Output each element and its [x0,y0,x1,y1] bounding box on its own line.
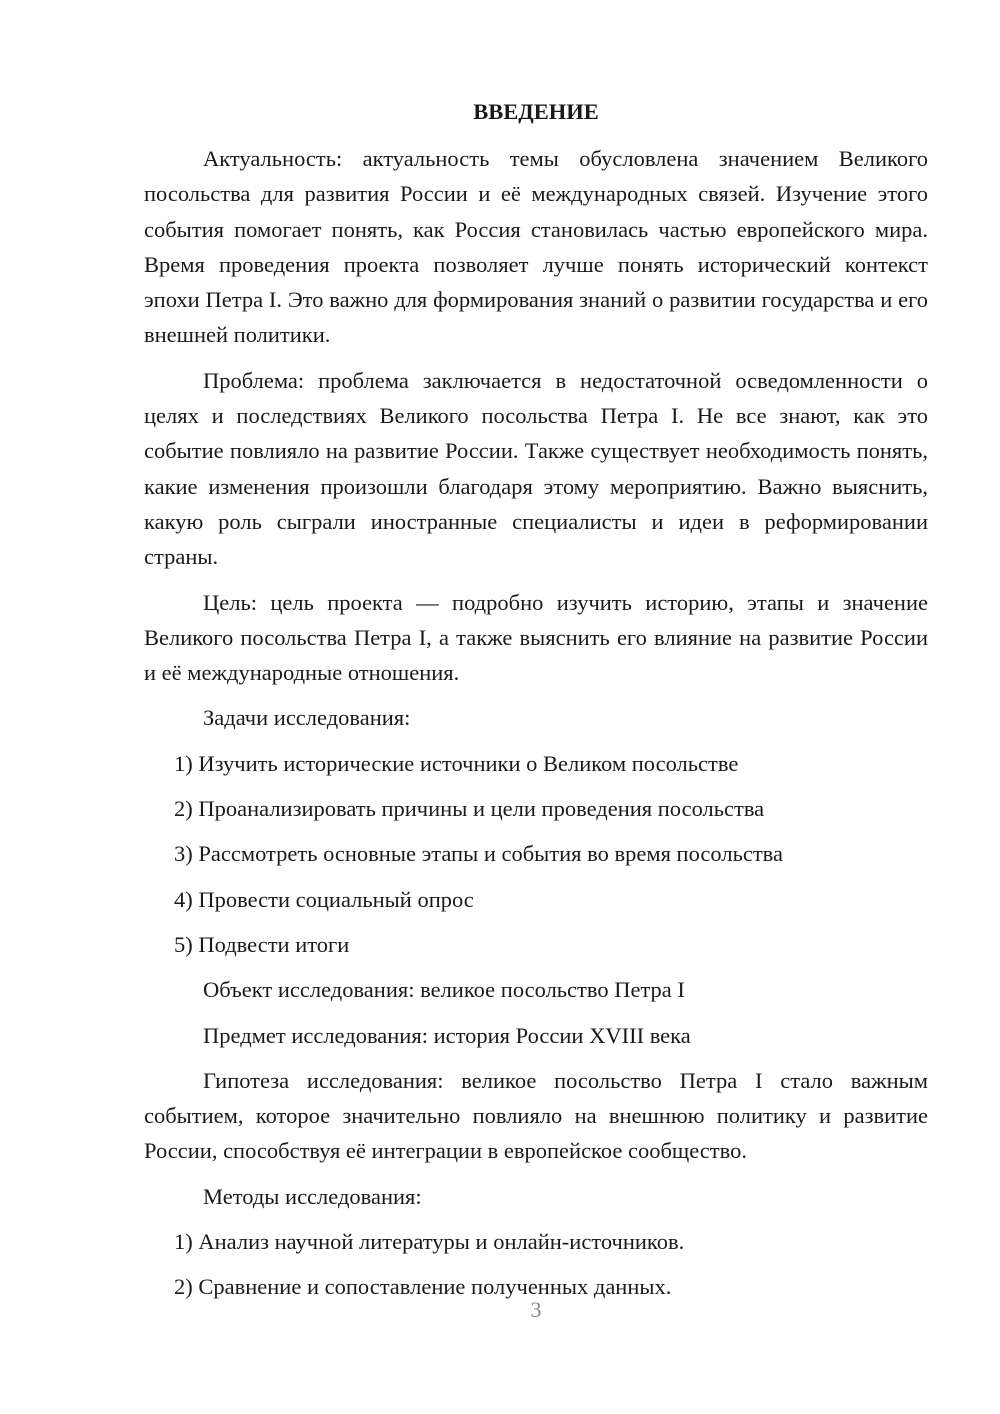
subject-line: Предмет исследования: история России XVIII века [203,1022,691,1048]
methods-list [144,1224,928,1305]
list-item: 2) Проанализировать причины и цели проведения посольства [174,796,765,822]
goal-paragraph: Цель: цель проекта — подробно изучить историю, этапы и значение Великого посольства Петра I, а также выяснить его влияние на развитие России и её международные отношения. [144,589,928,686]
tasks-heading: Задачи исследования: [203,705,411,731]
relevance-paragraph: Актуальность: актуальность темы обусловлена значением Великого посольства для развития России и её международных связей. Изучение этого события помогает понять, как Россия становилась частью европейского мира. Время проведения проекта позволяет лучше понять исторический контекст эпохи Петра I. Это важно для формирования знаний о развитии государства и его внешней политики. [144,146,928,348]
list-item: 4) Провести социальный опрос [174,886,474,912]
tasks-list [144,746,928,962]
page-content [144,141,928,1315]
page-number: 3 [530,1297,542,1322]
list-item: 1) Анализ научной литературы и онлайн-источников. [174,1229,685,1255]
methods-heading: Методы исследования: [203,1183,422,1209]
list-item: 5) Подвести итоги [174,931,350,957]
object-line: Объект исследования: великое посольство Петра I [203,977,685,1003]
page-title: ВВЕДЕНИЕ [473,99,599,124]
hypothesis-paragraph: Гипотеза исследования: великое посольство Петра I стало важным событием, которое значительно повлияло на внешнюю политику и развитие России, способствуя её интеграции в европейское сообщество. [144,1067,928,1164]
list-item: 2) Сравнение и сопоставление полученных данных. [174,1274,672,1300]
list-item: 1) Изучить исторические источники о Великом посольстве [174,750,739,776]
problem-paragraph: Проблема: проблема заключается в недостаточной осведомленности о целях и последствиях Великого посольства Петра I. Не все знают, как это событие повлияло на развитие России. Также существует необходимость понять, какие изменения произошли благодаря этому мероприятию. Важно выяснить, какую роль сыграли иностранные специалисты и идеи в реформировании страны. [144,367,928,570]
list-item: 3) Рассмотреть основные этапы и события во время посольства [174,841,783,867]
